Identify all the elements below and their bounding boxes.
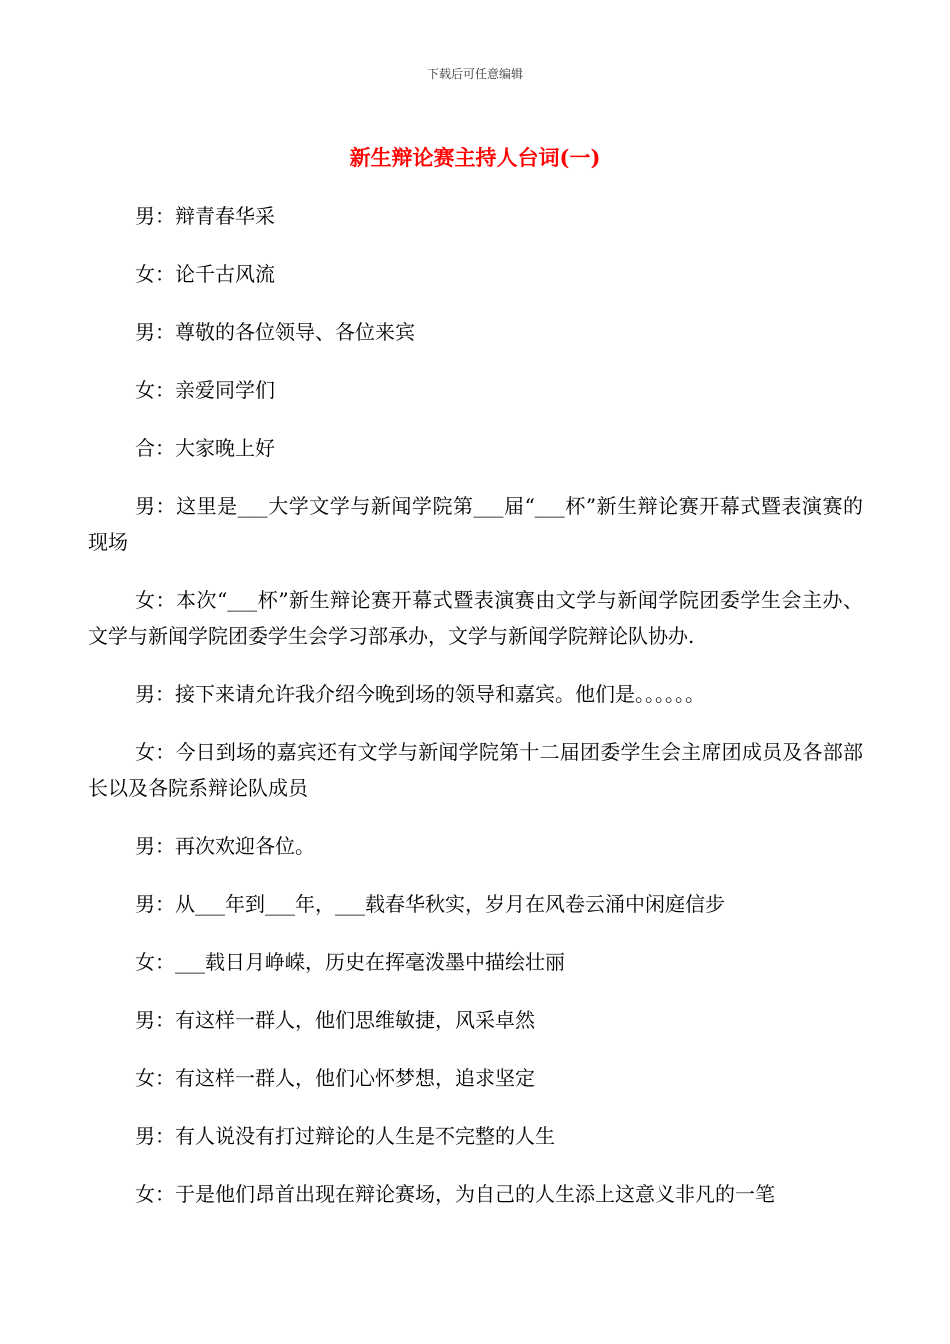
body-text <box>88 198 863 1234</box>
paragraph: 男：辩青春华采 <box>135 204 275 228</box>
paragraph: 男：接下来请允许我介绍今晚到场的领导和嘉宾。他们是。。。。。。 <box>135 682 705 706</box>
paragraph: 男：再次欢迎各位。 <box>135 834 315 858</box>
paragraph: 女：___载日月峥嵘，历史在挥毫泼墨中描绘壮丽 <box>135 950 565 974</box>
document-title: 新生辩论赛主持人台词(一) <box>349 145 601 170</box>
paragraph: 男：有这样一群人，他们思维敏捷，风采卓然 <box>135 1008 535 1032</box>
paragraph: 女：本次“___杯”新生辩论赛开幕式暨表演赛由文学与新闻学院团委学生会主办、文学与新闻学院团委学生会学习部承办，文学与新闻学院辩论队协办. <box>88 588 863 648</box>
paragraph: 合：大家晚上好 <box>135 436 275 460</box>
paragraph: 男：有人说没有打过辩论的人生是不完整的人生 <box>135 1124 555 1148</box>
paragraph: 女：有这样一群人，他们心怀梦想，追求坚定 <box>135 1066 535 1090</box>
paragraph: 男：这里是___大学文学与新闻学院第___届“___杯”新生辩论赛开幕式暨表演赛的现场 <box>88 494 863 554</box>
header-note: 下载后可任意编辑 <box>426 67 523 81</box>
paragraph: 男：从___年到___年，___载春华秋实，岁月在风卷云涌中闲庭信步 <box>135 892 725 916</box>
paragraph: 女：论千古风流 <box>135 262 275 286</box>
paragraph: 女：亲爱同学们 <box>135 378 275 402</box>
paragraph: 女：今日到场的嘉宾还有文学与新闻学院第十二届团委学生会主席团成员及各部部长以及各院系辩论队成员 <box>88 740 863 800</box>
paragraph: 男：尊敬的各位领导、各位来宾 <box>135 320 415 344</box>
paragraph: 女：于是他们昂首出现在辩论赛场，为自己的人生添上这意义非凡的一笔 <box>135 1182 775 1206</box>
